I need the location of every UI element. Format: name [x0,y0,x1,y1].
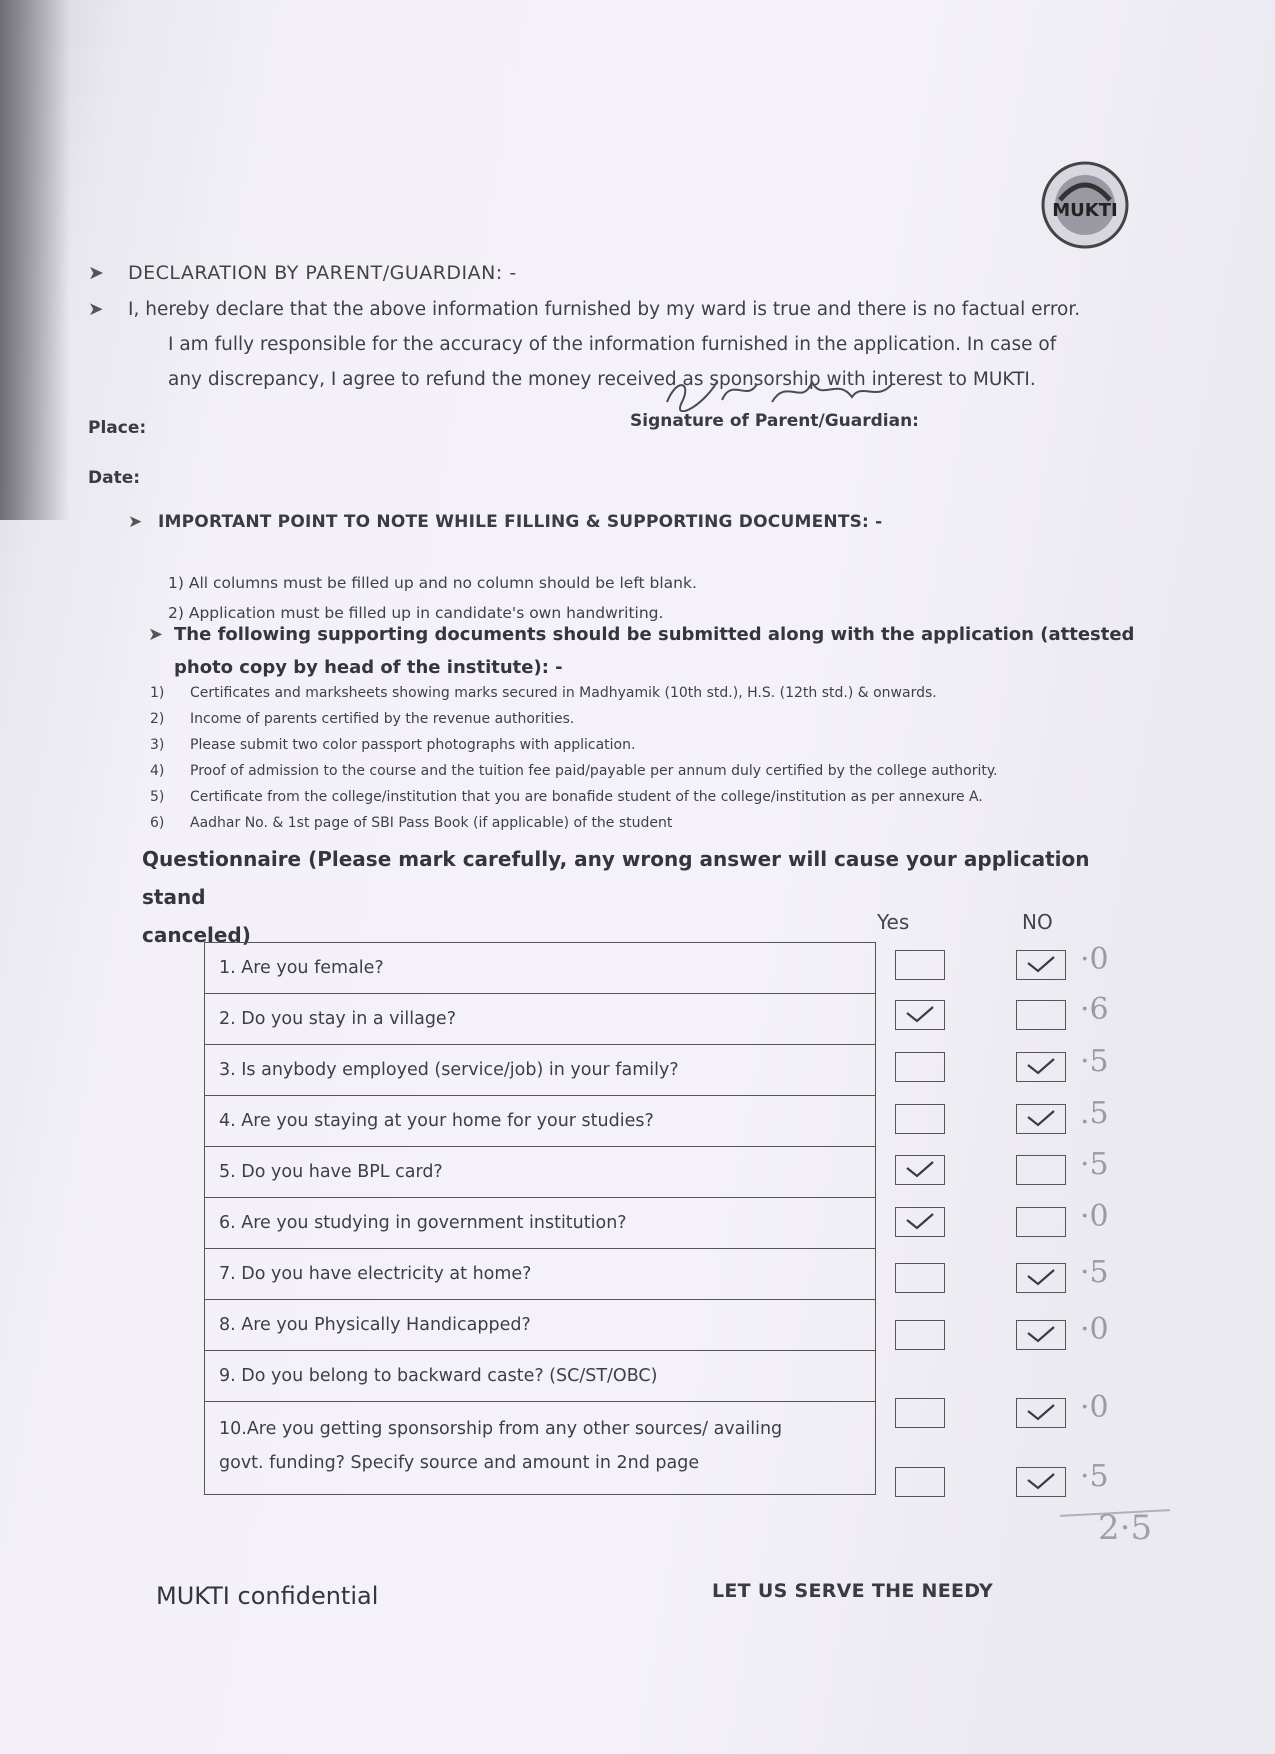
yes-checkbox[interactable] [895,1467,945,1497]
handwritten-score: ·5 [1080,1255,1109,1290]
document-item: 5) Certificate from the college/institution that you are bonafide student of the college/institution as per annexure A. [150,789,983,805]
footer-confidential: MUKTI confidential [156,1582,379,1610]
handwritten-score: ·5 [1080,1459,1109,1494]
yes-checkbox[interactable] [895,1320,945,1350]
handwritten-score: .5 [1080,1096,1109,1131]
yes-checkbox[interactable] [895,1104,945,1134]
question-row: 3. Is anybody employed (service/job) in your family? [205,1045,875,1096]
signature-scribble [662,372,902,412]
no-column-label: NO [1022,910,1053,934]
important-item: 2) Application must be filled up in candidate's own handwriting. [168,604,664,622]
question-row: 5. Do you have BPL card? [205,1147,875,1198]
handwritten-score: ·0 [1080,942,1109,977]
document-item: 3) Please submit two color passport photographs with application. [150,737,636,753]
important-item: 1) All columns must be filled up and no column should be left blank. [168,574,697,592]
document-item: 6) Aadhar No. & 1st page of SBI Pass Book (if applicable) of the student [150,815,673,831]
handwritten-score: ·0 [1080,1312,1109,1347]
signature-label: Signature of Parent/Guardian: [630,411,919,431]
no-checkbox[interactable] [1016,1398,1066,1428]
arrow-bullet-icon: ➤ [88,262,105,284]
document-item: 2) Income of parents certified by the revenue authorities. [150,711,575,727]
mukti-logo [1040,160,1130,250]
question-row: 1. Are you female? [205,943,875,994]
arrow-bullet-icon: ➤ [88,299,104,320]
handwritten-score: ·0 [1080,1390,1109,1425]
questionnaire-table [204,942,876,1495]
important-heading: ➤ IMPORTANT POINT TO NOTE WHILE FILLING & SUPPORTING DOCUMENTS: - [128,512,883,532]
no-checkbox[interactable] [1016,1263,1066,1293]
total-score: 2·5 [1098,1508,1153,1548]
handwritten-score: ·5 [1080,1147,1109,1182]
declaration-text [88,292,1080,397]
no-checkbox[interactable] [1016,1052,1066,1082]
question-row: 4. Are you staying at your home for your studies? [205,1096,875,1147]
place-label: Place: [88,418,147,438]
document-item: 1) Certificates and marksheets showing marks secured in Madhyamik (10th std.), H.S. (12th std.) & onwards. [150,685,937,701]
question-row: 10.Are you getting sponsorship from any other sources/ availing govt. funding? Specify source and amount in 2nd page [219,1419,783,1473]
no-checkbox[interactable] [1016,950,1066,980]
question-row: 6. Are you studying in government institution? [205,1198,875,1249]
no-checkbox[interactable] [1016,1000,1066,1030]
handwritten-score: ·6 [1080,992,1109,1027]
question-row: 9. Do you belong to backward caste? (SC/ST/OBC) [205,1351,875,1402]
yes-checkbox[interactable] [895,1052,945,1082]
no-checkbox[interactable] [1016,1320,1066,1350]
declaration-line-1: I, hereby declare that the above information furnished by my ward is true and there is no factual error. [128,299,1081,320]
document-item: 4) Proof of admission to the course and the tuition fee paid/payable per annum duly certified by the college authority. [150,763,998,779]
handwritten-score: ·0 [1080,1199,1109,1234]
question-row: 8. Are you Physically Handicapped? [205,1300,875,1351]
arrow-bullet-icon: ➤ [148,624,164,645]
no-checkbox[interactable] [1016,1155,1066,1185]
yes-checkbox[interactable] [895,1207,945,1237]
declaration-heading: ➤ DECLARATION BY PARENT/GUARDIAN: - [88,262,517,284]
documents-list [150,680,998,836]
questionnaire-heading: Questionnaire (Please mark carefully, any wrong answer will cause your application stand canceled) [142,847,1090,947]
no-checkbox[interactable] [1016,1104,1066,1134]
yes-column-label: Yes [877,910,910,934]
question-row: 2. Do you stay in a village? [205,994,875,1045]
arrow-bullet-icon: ➤ [128,512,143,532]
svg-text:MUKTI: MUKTI [1052,200,1118,221]
no-checkbox[interactable] [1016,1467,1066,1497]
yes-checkbox[interactable] [895,1155,945,1185]
declaration-line-3: any discrepancy, I agree to refund the money received as sponsorship with interest to MUKTI. [168,369,1036,390]
yes-checkbox[interactable] [895,1398,945,1428]
scan-shadow [0,0,70,520]
no-checkbox[interactable] [1016,1207,1066,1237]
question-row: 7. Do you have electricity at home? [205,1249,875,1300]
footer-motto: LET US SERVE THE NEEDY [712,1580,994,1602]
documents-heading: ➤ The following supporting documents should be submitted along with the application (attested photo copy by head of the institute): - [148,618,1134,684]
yes-checkbox[interactable] [895,1263,945,1293]
declaration-line-2: I am fully responsible for the accuracy of the information furnished in the application. In case of [168,334,1057,355]
date-label: Date: [88,468,141,488]
yes-checkbox[interactable] [895,1000,945,1030]
handwritten-score: ·5 [1080,1044,1109,1079]
yes-checkbox[interactable] [895,950,945,980]
